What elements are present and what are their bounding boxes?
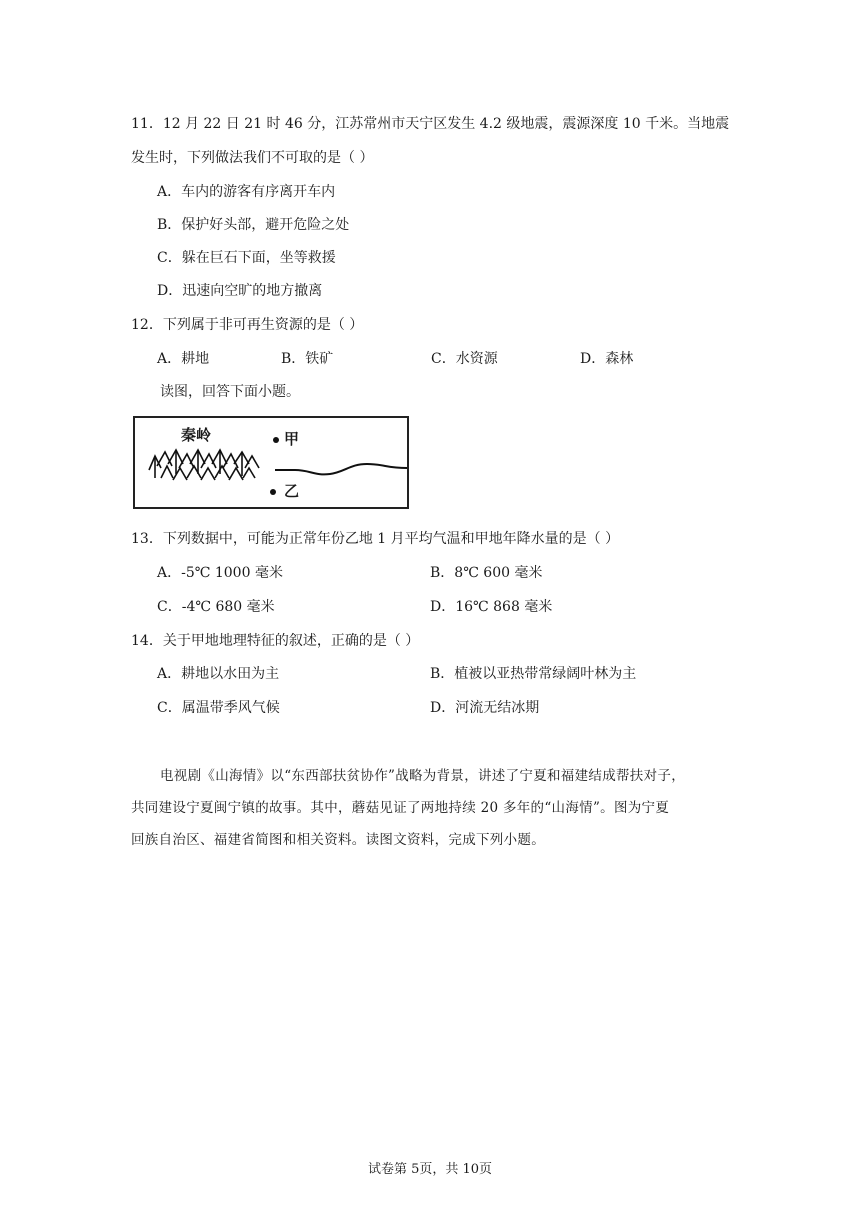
q11-stem-line2: 发生时，下列做法我们不可取的是（ ） xyxy=(131,150,374,166)
q12-option-d: D．森林 xyxy=(580,351,634,367)
q14-stem: 14．关于甲地地理特征的叙述，正确的是（ ） xyxy=(131,633,420,649)
river-line xyxy=(275,464,407,474)
q13-option-c: C．-4℃ 680 毫米 xyxy=(157,599,275,615)
map-intro: 读图，回答下面小题。 xyxy=(160,384,300,400)
point-jia-label: 甲 xyxy=(284,430,300,448)
q11-stem-line1: 11．12 月 22 日 21 时 46 分，江苏常州市天宁区发生 4.2 级地震，震源深度 10 千米。当地震 xyxy=(131,116,730,132)
point-jia-marker xyxy=(273,437,279,443)
q14-option-a: A．耕地以水田为主 xyxy=(157,666,280,682)
q14-option-d: D．河流无结冰期 xyxy=(430,700,540,716)
q11-option-c: C．躲在巨石下面，坐等救援 xyxy=(157,250,336,266)
q13-option-a: A．-5℃ 1000 毫米 xyxy=(157,565,283,581)
point-yi-marker xyxy=(270,489,276,495)
q13-option-d: D．16℃ 868 毫米 xyxy=(430,599,553,615)
q12-stem: 12．下列属于非可再生资源的是（ ） xyxy=(131,317,364,333)
passage-line-2: 共同建设宁夏闽宁镇的故事。其中，蘑菇见证了两地持续 20 多年的“山海情”。图为宁夏 xyxy=(131,800,670,816)
qinling-map-figure xyxy=(133,416,409,509)
passage-line-1: 电视剧《山海情》以“东西部扶贫协作”战略为背景，讲述了宁夏和福建结成帮扶对子， xyxy=(160,768,686,784)
q12-option-a: A．耕地 xyxy=(157,351,210,367)
q13-stem: 13．下列数据中，可能为正常年份乙地 1 月平均气温和甲地年降水量的是（ ） xyxy=(131,531,620,547)
q14-option-b: B．植被以亚热带常绿阔叶林为主 xyxy=(430,666,637,682)
q14-option-c: C．属温带季风气候 xyxy=(157,700,280,716)
q13-option-b: B．8℃ 600 毫米 xyxy=(430,565,543,581)
mountain-range-icon xyxy=(149,450,259,480)
passage-line-3: 回族自治区、福建省简图和相关资料。读图文资料，完成下列小题。 xyxy=(131,832,545,848)
page-footer: 试卷第 5页，共 10页 xyxy=(367,1162,493,1177)
q12-option-c: C．水资源 xyxy=(431,351,498,367)
qinling-label: 秦岭 xyxy=(181,426,212,444)
q12-option-b: B．铁矿 xyxy=(281,351,334,367)
q11-option-a: A．车内的游客有序离开车内 xyxy=(157,184,336,200)
point-yi-label: 乙 xyxy=(284,482,300,500)
q11-option-d: D．迅速向空旷的地方撤离 xyxy=(157,283,323,299)
q11-option-b: B．保护好头部，避开危险之处 xyxy=(157,217,350,233)
